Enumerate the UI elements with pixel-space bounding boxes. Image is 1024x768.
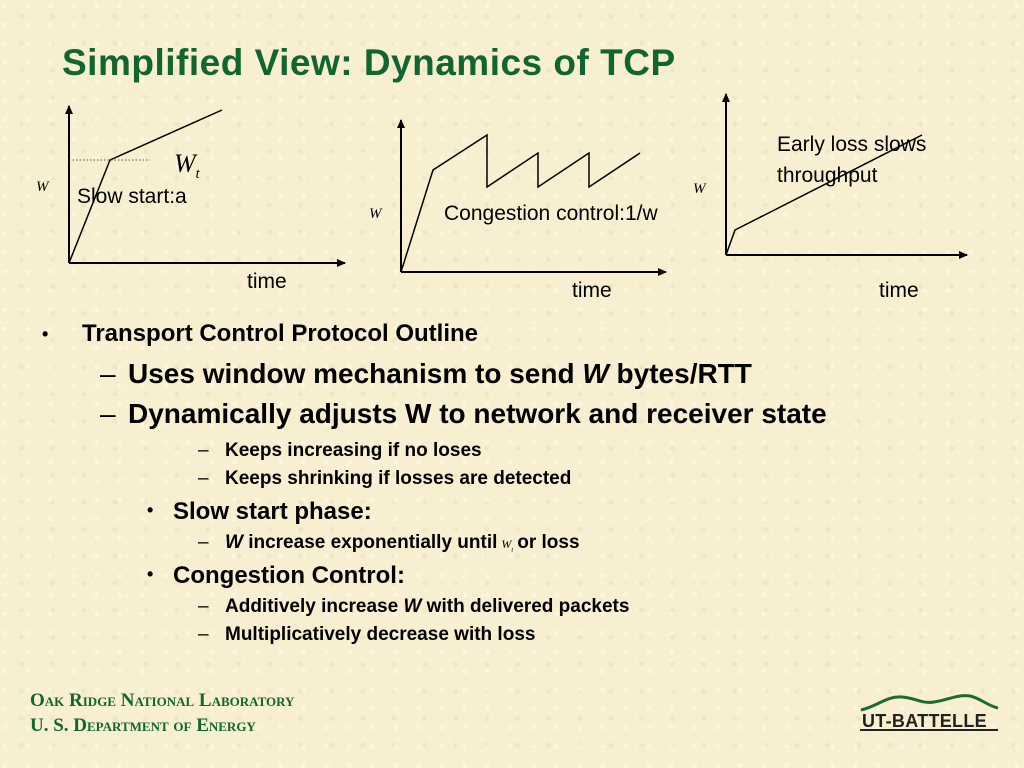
bullet-text: W increase exponentially until $W_t$ or loss [225,532,580,554]
congestion-control-label: Congestion control:1/w [444,202,658,225]
dash-icon: – [100,398,116,429]
footer-org-line2: U. S. Department of Energy [30,715,256,736]
w-axis-label: W [36,179,49,195]
dash-icon: – [198,468,209,489]
early-loss-label-line2: throughput [777,164,878,187]
time-axis-label: time [572,279,612,302]
footer-org-line1: Oak Ridge National Laboratory [30,690,295,711]
bullet-dot-icon: • [42,324,49,344]
bullet-dot-icon: • [147,500,154,520]
dash-icon: – [100,358,116,389]
bullet-text: Transport Control Protocol Outline [82,320,478,347]
dash-icon: – [198,596,209,617]
w-axis-label: W [693,181,706,197]
congestion-control-diagram [401,120,666,272]
bullet-text: Slow start phase: [173,498,372,525]
w-axis-label: W [369,206,382,222]
logo-text: UT-BATTELLE [862,711,987,731]
tcp-diagrams [0,0,1024,320]
bullet-dot-icon: • [147,564,154,584]
bullet-text: Uses window mechanism to send W bytes/RTT [128,358,752,389]
bullet-text: Dynamically adjusts W to network and receiver state [128,398,827,429]
early-loss-label-line1: Early loss slows [777,133,927,156]
bullet-text: Keeps shrinking if losses are detected [225,468,572,489]
threshold-symbol: $W_t$ [501,537,514,554]
bullet-text: Congestion Control: [173,562,405,589]
time-axis-label: time [879,279,919,302]
threshold-label: $W_t$ [174,149,200,183]
bullet-text: Additively increase W with delivered packets [225,596,630,617]
dash-icon: – [198,624,209,645]
dash-icon: – [198,440,209,461]
dash-icon: – [198,532,209,553]
slide-title: Simplified View: Dynamics of TCP [62,42,676,83]
bullet-text: Keeps increasing if no loses [225,440,482,461]
slow-start-label: Slow start:a [77,185,187,208]
bullet-text: Multiplicatively decrease with loss [225,624,536,645]
time-axis-label: time [247,270,287,293]
